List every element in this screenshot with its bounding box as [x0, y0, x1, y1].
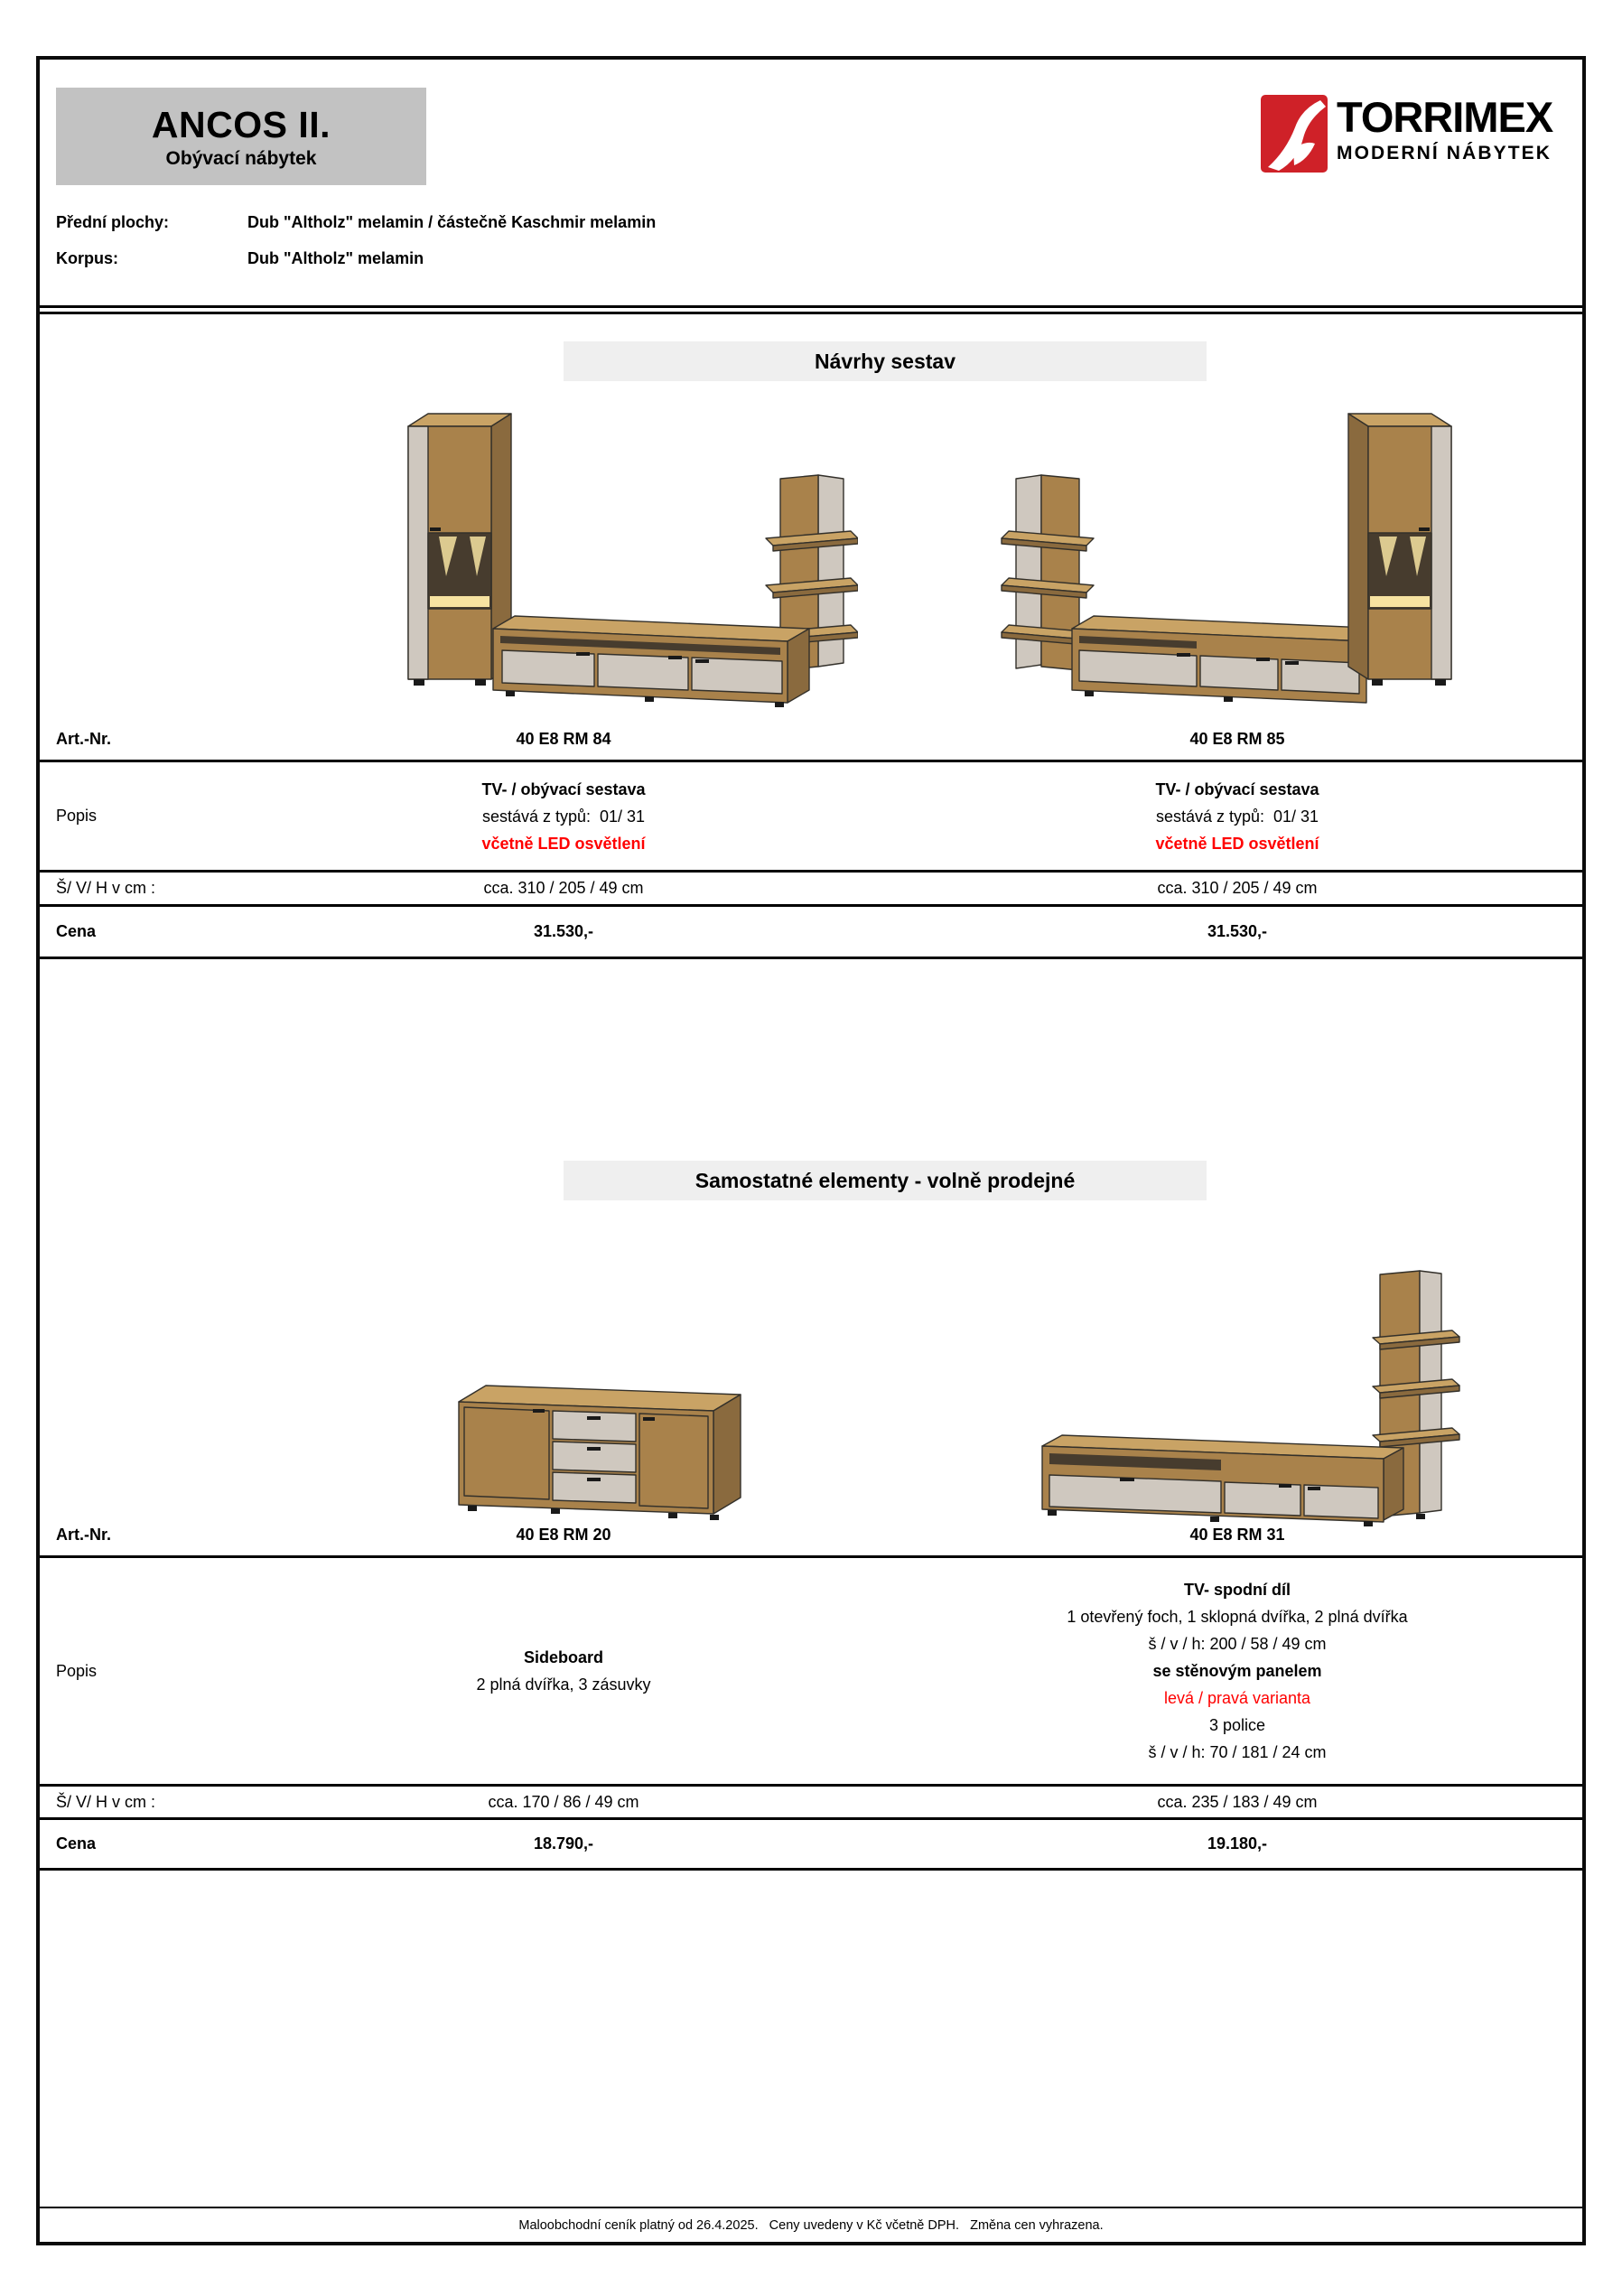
brand-logo	[1261, 95, 1552, 174]
materials-front-row	[56, 204, 656, 240]
dimensions-label: Š/ V/ H v cm :	[56, 1793, 156, 1811]
popis-line: Sideboard	[523, 1648, 603, 1666]
materials-body-row	[56, 240, 656, 276]
popis-label: Popis	[56, 807, 98, 825]
page-subtitle: Obývací nábytek	[165, 147, 317, 169]
front-surfaces-label: Přední plochy:	[56, 213, 170, 231]
price-label: Cena	[56, 922, 97, 940]
furniture-illustration-rm20	[443, 1344, 777, 1528]
materials-info	[56, 204, 656, 276]
dimensions-rm85: cca. 310 / 205 / 49 cm	[1157, 879, 1318, 897]
popis-rm20	[211, 1558, 916, 1784]
dimensions-rm31: cca. 235 / 183 / 49 cm	[1157, 1793, 1318, 1811]
popis-rm85	[916, 762, 1559, 870]
popis-line-led: včetně LED osvětlení	[1155, 834, 1319, 853]
brand-text	[1337, 95, 1552, 165]
dimensions-label: Š/ V/ H v cm :	[56, 879, 156, 897]
artnr-value-rm84: 40 E8 RM 84	[516, 730, 611, 748]
artnr-value-rm85: 40 E8 RM 85	[1189, 730, 1285, 748]
korpus-label: Korpus:	[56, 249, 118, 267]
price-label: Cena	[56, 1834, 97, 1853]
artnr-value-rm31: 40 E8 RM 31	[1189, 1526, 1285, 1544]
popis-line-variant: levá / pravá varianta	[1163, 1689, 1311, 1707]
price-rm85: 31.530,-	[1207, 922, 1268, 940]
popis-line: se stěnovým panelem	[1152, 1662, 1322, 1680]
popis-line-led: včetně LED osvětlení	[481, 834, 646, 853]
price-rm20: 18.790,-	[533, 1834, 594, 1853]
artnr-label: Art.-Nr.	[56, 1526, 112, 1544]
price-rm84: 31.530,-	[533, 922, 594, 940]
popis-rm84	[211, 762, 916, 870]
popis-line: š / v / h: 200 / 58 / 49 cm	[1148, 1635, 1327, 1653]
popis-line: 2 plná dvířka, 3 zásuvky	[476, 1675, 651, 1694]
popis-line: TV- / obývací sestava	[1155, 779, 1319, 798]
popis-line: sestává z typů: 01/ 31	[1155, 807, 1319, 826]
popis-line: 1 otevřený foch, 1 sklopná dvířka, 2 plná dvířka	[1067, 1608, 1408, 1626]
popis-line: TV- spodní díl	[1184, 1581, 1291, 1599]
dimensions-rm84: cca. 310 / 205 / 49 cm	[483, 879, 644, 897]
korpus-value: Dub "Altholz" melamin	[247, 249, 424, 267]
page-frame	[36, 56, 1586, 2245]
section-title-single-elements: Samostatné elementy - volně prodejné	[564, 1161, 1207, 1200]
brand-tagline: MODERNÍ NÁBYTEK	[1337, 143, 1552, 163]
furniture-illustration-rm85	[984, 396, 1468, 714]
table1-dimensions-row	[40, 873, 1582, 907]
artnr-value-rm20: 40 E8 RM 20	[516, 1526, 611, 1544]
artnr-label: Art.-Nr.	[56, 730, 112, 748]
section-title-compositions: Návrhy sestav	[564, 341, 1207, 381]
popis-line: 3 police	[1208, 1716, 1266, 1734]
popis-label: Popis	[56, 1661, 98, 1680]
dimensions-rm20: cca. 170 / 86 / 49 cm	[488, 1793, 639, 1811]
page-title: ANCOS II.	[151, 103, 331, 145]
popis-line: TV- / obývací sestava	[481, 779, 646, 798]
table2-artnr-row	[40, 1515, 1582, 1558]
furniture-illustration-rm84	[392, 396, 858, 714]
series-title-box	[56, 88, 426, 185]
table1-artnr-row	[40, 719, 1582, 762]
brand-name: TORRIMEX	[1337, 93, 1553, 141]
popis-rm31	[916, 1558, 1559, 1784]
table2-price-row	[40, 1820, 1582, 1871]
furniture-illustration-rm31	[1030, 1249, 1477, 1534]
table1-price-row	[40, 907, 1582, 959]
popis-line: sestává z typů: 01/ 31	[481, 807, 646, 826]
table2-dimensions-row	[40, 1787, 1582, 1820]
table1-popis-row	[40, 762, 1582, 873]
price-rm31: 19.180,-	[1207, 1834, 1268, 1853]
torrimex-logo-icon	[1261, 95, 1328, 174]
footer-note: Maloobchodní ceník platný od 26.4.2025. Ceny uvedeny v Kč včetně DPH. Změna cen vyhrazena.	[40, 2207, 1582, 2244]
front-surfaces-value: Dub "Altholz" melamin / částečně Kaschmir melamin	[247, 213, 657, 231]
popis-line: š / v / h: 70 / 181 / 24 cm	[1148, 1743, 1327, 1761]
table2-popis-row	[40, 1558, 1582, 1787]
header-divider	[40, 305, 1582, 314]
